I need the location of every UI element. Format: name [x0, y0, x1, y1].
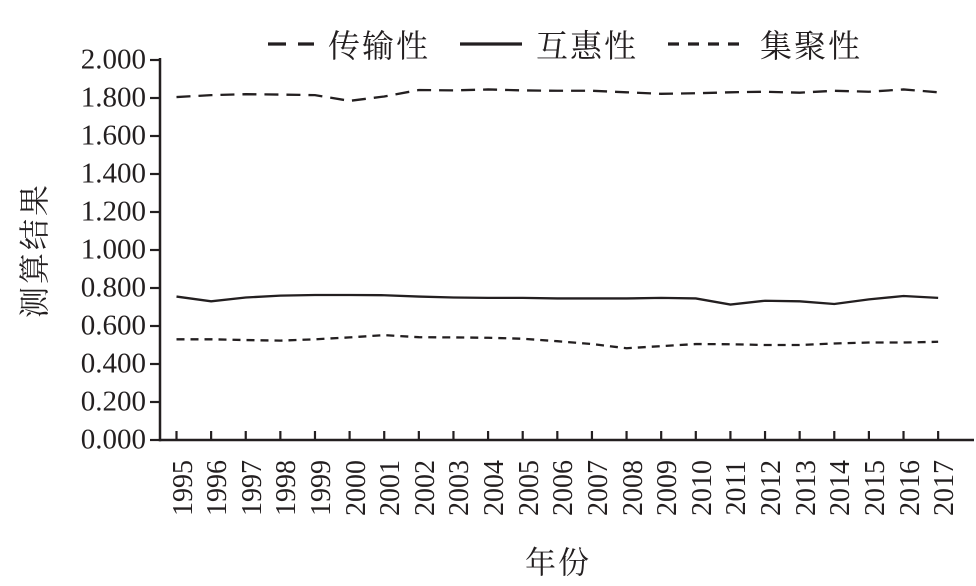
x-tick-label: 2009: [652, 460, 684, 516]
x-tick-label: 2005: [513, 460, 545, 516]
x-tick-label: 2003: [444, 460, 476, 516]
legend-marker-line: [668, 40, 746, 48]
y-tick-label: 2.000: [80, 43, 146, 76]
x-tick-label: 2000: [340, 460, 372, 516]
legend-marker-line: [268, 40, 314, 48]
y-tick-label: 1.200: [80, 195, 146, 228]
x-tick-label: 2004: [479, 460, 511, 516]
y-tick-label: 0.600: [80, 309, 146, 342]
y-tick-label: 0.000: [80, 423, 146, 456]
series-line-0: [177, 89, 939, 100]
x-tick-label: 2016: [894, 460, 926, 516]
x-tick-label: 2002: [409, 460, 441, 516]
x-tick-label: 1998: [271, 460, 303, 516]
x-tick-label: 2008: [617, 460, 649, 516]
y-tick-label: 1.400: [80, 157, 146, 190]
x-tick-label: 2001: [375, 460, 407, 516]
x-tick-label: 1995: [167, 460, 199, 516]
legend-marker-line: [460, 40, 522, 48]
x-tick-label: 2013: [790, 460, 822, 516]
x-tick-label: 2006: [548, 460, 580, 516]
legend-label: 传输性: [328, 28, 431, 64]
legend-label: 集聚性: [760, 28, 863, 64]
x-tick-label: 1999: [305, 460, 337, 516]
x-tick-label: 1996: [202, 460, 234, 516]
x-tick-label: 2012: [756, 460, 788, 516]
x-tick-label: 2007: [582, 460, 614, 516]
y-tick-label: 0.400: [80, 347, 146, 380]
legend-label: 互惠性: [536, 28, 639, 64]
legend-item-0: [268, 21, 430, 67]
legend-item-1: [460, 21, 638, 67]
y-tick-label: 1.000: [80, 233, 146, 266]
x-tick-label: 2014: [825, 460, 857, 516]
x-tick-label: 1997: [236, 460, 268, 516]
y-tick-label: 1.800: [80, 81, 146, 114]
legend-item-2: [668, 21, 862, 67]
x-axis-title: 年份: [525, 545, 591, 581]
series-line-1: [177, 295, 939, 305]
x-tick-label: 2011: [721, 460, 753, 516]
y-tick-label: 1.600: [80, 119, 146, 152]
legend: [268, 24, 862, 64]
y-tick-label: 0.800: [80, 271, 146, 304]
y-tick-label: 0.200: [80, 385, 146, 418]
series-line-2: [177, 335, 939, 348]
y-axis-title: 测算结果: [17, 182, 53, 318]
x-tick-label: 2017: [929, 460, 961, 516]
x-tick-label: 2010: [686, 460, 718, 516]
x-tick-label: 2015: [859, 460, 891, 516]
